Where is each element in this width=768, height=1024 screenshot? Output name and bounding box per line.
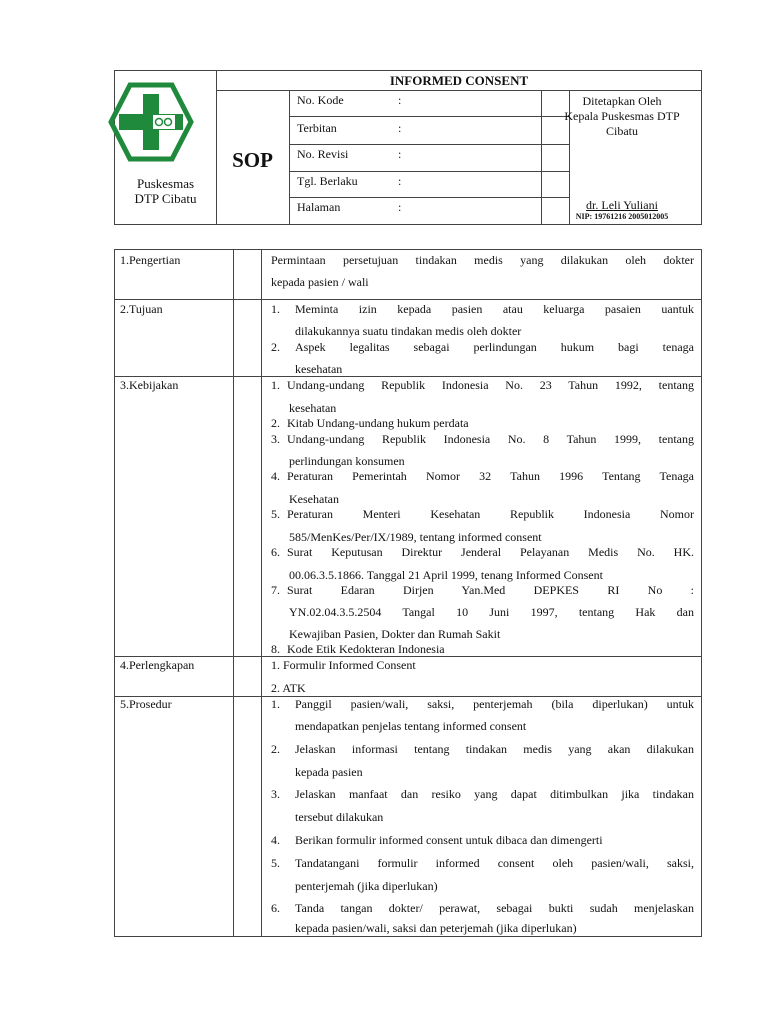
section-label-tujuan: 2.Tujuan [120,302,163,316]
sop-label: SOP [232,148,273,172]
org-name-line1: Puskesmas [136,176,195,191]
tujuan-item-line: kesehatan [295,362,343,376]
prosedur-item-line: penterjemah (jika diperlukan) [295,879,438,893]
kebijakan-item-line: Kode Etik Kedokteran Indonesia [287,642,445,656]
tujuan-item-number: 2. [271,340,280,354]
kebijakan-item-number: 5. [271,507,280,521]
section-label-perlengkapan: 4.Perlengkapan [120,658,195,672]
kebijakan-item-line: Undang-undang Republik Indonesia No. 8 Tahun 1999, tentang [287,432,694,446]
kebijakan-item-number: 8. [271,642,280,656]
kebijakan-item-number: 6. [271,545,280,559]
kebijakan-item-line: Undang-undang Republik Indonesia No. 23 Tahun 1992, tentang [287,378,694,392]
kebijakan-item-line: kesehatan [289,401,337,415]
approval-line2: Kepala Puskesmas DTP [564,109,680,123]
pengertian-text-line2: kepada pasien / wali [271,275,369,289]
sop-header [114,70,702,225]
document-title: INFORMED CONSENT [389,73,529,88]
kebijakan-item-number: 2. [271,416,280,430]
prosedur-item-number: 5. [271,856,280,870]
perlengkapan-item: 2. ATK [271,681,306,695]
kebijakan-item-line: Peraturan Pemerintah Nomor 32 Tahun 1996 Tentang Tenaga [287,469,694,483]
signer-name: dr. Leli Yuliani [586,198,658,212]
section-label-kebijakan: 3.Kebijakan [120,378,179,392]
prosedur-item-number: 4. [271,833,280,847]
prosedur-item-number: 3. [271,787,280,801]
signer-nip: NIP: 19761216 2005012005 [575,212,669,221]
kebijakan-item-line: perlindungan konsumen [289,454,405,468]
prosedur-item-line: Tandatangani formulir informed consent oleh pasien/wali, saksi, [295,856,694,870]
kebijakan-item-line: Surat Keputusan Direktur Jenderal Pelayanan Medis No. HK. [287,545,694,559]
field-tgl-berlaku-label: Tgl. Berlaku [297,174,358,188]
kebijakan-item-number: 7. [271,583,280,597]
tujuan-item-number: 1. [271,302,280,316]
kebijakan-item-line: 00.06.3.5.1866. Tanggal 21 April 1999, tenang Informed Consent [289,568,603,582]
field-tgl-berlaku-sep: : [398,174,402,188]
tujuan-item-line: Aspek legalitas sebagai perlindungan hukum bagi tenaga [295,340,694,354]
kebijakan-item-number: 3. [271,432,280,446]
kebijakan-item-line: Kitab Undang-undang hukum perdata [287,416,469,430]
section-label-pengertian: 1.Pengertian [120,253,181,267]
perlengkapan-item: 1. Formulir Informed Consent [271,658,416,672]
tujuan-item-line: dilakukannya suatu tindakan medis oleh dokter [295,324,522,338]
pengertian-text-line1: Permintaan persetujuan tindakan medis yang dilakukan oleh dokter [271,253,694,267]
org-name-line2: DTP Cibatu [134,191,197,206]
field-no-kode-sep: : [398,93,402,107]
puskesmas-logo-icon [106,82,196,162]
field-no-revisi-sep: : [398,147,402,161]
section-label-prosedur: 5.Prosedur [120,697,172,711]
prosedur-item-line: Jelaskan informasi tentang tindakan medis yang akan dilakukan [295,742,694,756]
prosedur-item-line: Panggil pasien/wali, saksi, penterjemah (bila diperlukan) untuk [295,697,694,711]
tujuan-item-line: Meminta izin kepada pasien atau keluarga pasaien uantuk [295,302,694,316]
prosedur-item-line: mendapatkan penjelas tentang informed consent [295,719,527,733]
kebijakan-item-number: 4. [271,469,280,483]
field-terbitan-label: Terbitan [297,121,337,135]
approval-line3: Cibatu [606,124,638,138]
kebijakan-item-line: 585/MenKes/Per/IX/1989, tentang informed consent [289,530,542,544]
prosedur-item-number: 6. [271,901,280,915]
prosedur-item-line: Berikan formulir informed consent untuk dibaca dan dimengerti [295,833,603,847]
prosedur-item-line: Tanda tangan dokter/ perawat, sebagai bukti sudah menjelaskan [295,901,694,915]
approval-line1: Ditetapkan Oleh [582,94,662,108]
prosedur-item-line: kepada pasien/wali, saksi dan peterjemah (jika diperlukan) [295,921,577,935]
kebijakan-item-number: 1. [271,378,280,392]
sop-content-table [114,249,702,937]
field-halaman-label: Halaman [297,200,341,214]
kebijakan-item-line: Peraturan Menteri Kesehatan Republik Indonesia Nomor [287,507,694,521]
prosedur-item-line: tersebut dilakukan [295,810,384,824]
field-no-revisi-label: No. Revisi [297,147,349,161]
prosedur-item-number: 2. [271,742,280,756]
kebijakan-item-line: Kewajiban Pasien, Dokter dan Rumah Sakit [289,627,501,641]
prosedur-item-number: 1. [271,697,280,711]
kebijakan-item-line: Surat Edaran Dirjen Yan.Med DEPKES RI No : [287,583,694,597]
kebijakan-item-line: Kesehatan [289,492,339,506]
kebijakan-item-line: YN.02.04.3.5.2504 Tangal 10 Juni 1997, tentang Hak dan [289,605,694,619]
field-terbitan-sep: : [398,121,402,135]
prosedur-item-line: Jelaskan manfaat dan resiko yang dapat ditimbulkan jika tindakan [295,787,694,801]
field-no-kode-label: No. Kode [297,93,344,107]
prosedur-item-line: kepada pasien [295,765,363,779]
field-halaman-sep: : [398,200,402,214]
